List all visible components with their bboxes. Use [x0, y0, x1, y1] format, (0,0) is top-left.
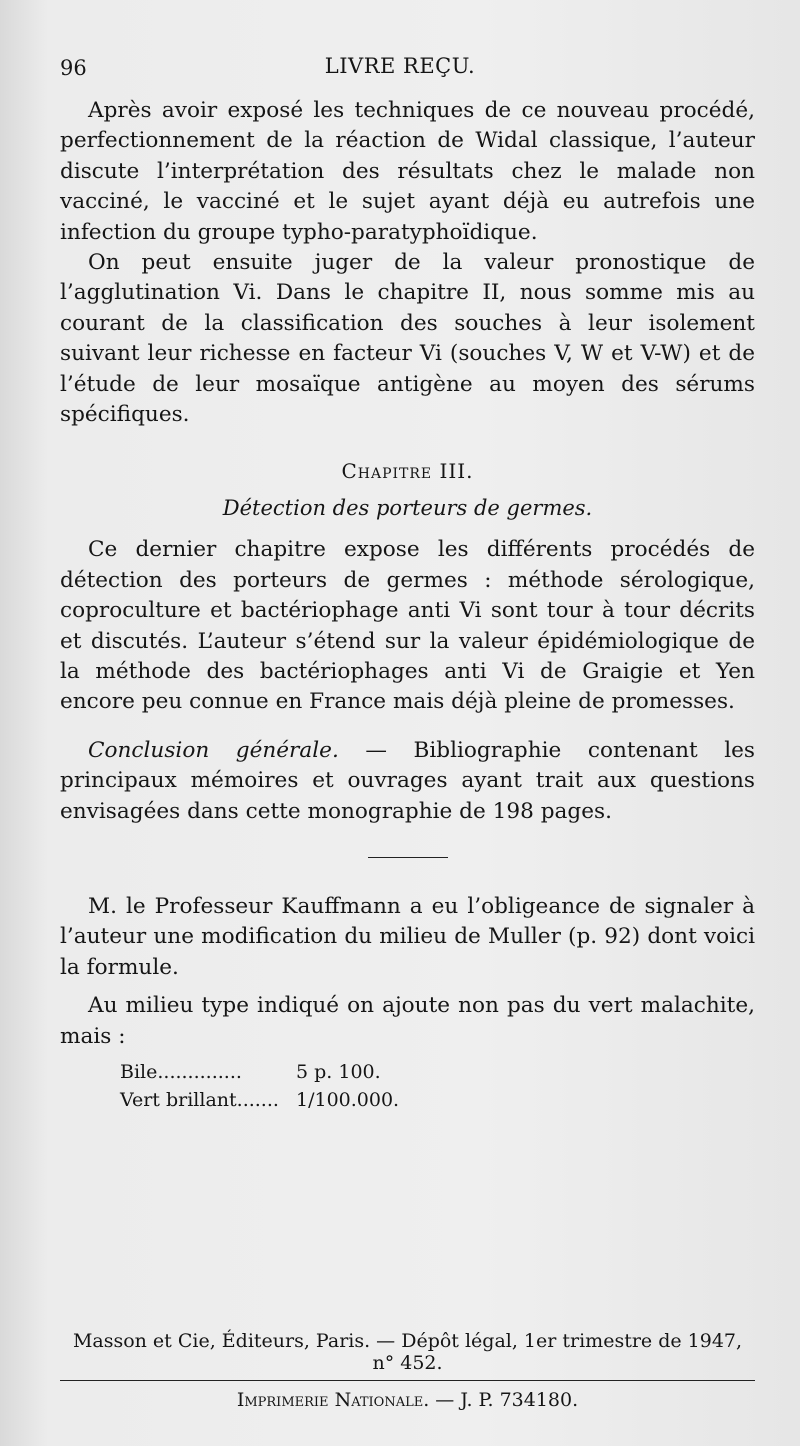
page-footer	[60, 1330, 755, 1411]
page-number: 96	[60, 56, 87, 80]
formula-row	[120, 1058, 755, 1086]
paragraph: On peut ensuite juger de la valeur pronostique de l’agglutination Vi. Dans le chapitre II, nous somme mis au courant de la classification des souches à leur isolement suivant leur richesse en facteur Vi (souches V, W et V-W) et de l’étude de leur mosaïque antigène au moyen des sérums spécifiques.	[60, 250, 755, 428]
conclusion-text: — Bibliographie contenant les principaux mémoires et ouvrages ayant trait aux questions envisagées dans cette monographie de 198 pages.	[60, 737, 755, 824]
paragraph: Ce dernier chapitre expose les différents procédés de détection des porteurs de germes : méthode sérologique, coproculture et bactériophage anti Vi sont tour à tour décrits et discutés. L’auteur s’étend sur la valeur épidémiologique de la méthode des bactériophages anti Vi de Graigie et Yen encore peu connue en France mais déjà pleine de promesses.	[60, 537, 755, 715]
page-header	[60, 52, 740, 86]
formula-amount: 5 p. 100.	[296, 1060, 381, 1083]
conclusion-title: Conclusion générale.	[88, 737, 339, 763]
paragraph: M. le Professeur Kauffmann a eu l’obligeance de signaler à l’auteur une modification du milieu de Muller (p. 92) dont voici la formule.	[60, 893, 755, 980]
paragraph: Après avoir exposé les techniques de ce nouveau procédé, perfectionnement de la réaction de Widal classique, l’auteur discute l’interprétation des résultats chez le malade non vacciné, le vacciné et le sujet ayant déjà eu autrefois une infection du groupe typho-paratyphoïdique.	[60, 98, 755, 245]
formula-table	[120, 1058, 755, 1114]
formula-amount: 1/100.000.	[296, 1088, 400, 1111]
printer-line: Imprimerie Nationale. — J. P. 734180.	[236, 1389, 579, 1411]
chapter-heading: Chapitre III.	[341, 459, 474, 484]
publisher-line: Masson et Cie, Éditeurs, Paris. — Dépôt légal, 1er trimestre de 1947, n° 452.	[72, 1330, 743, 1374]
page-body	[60, 96, 755, 1114]
footer-rule	[60, 1380, 755, 1381]
chapter-title: Détection des porteurs de germes.	[222, 495, 593, 520]
formula-ingredient: Bile..............	[120, 1060, 242, 1083]
formula-row	[120, 1086, 755, 1114]
paragraph: Au milieu type indiqué on ajoute non pas du vert malachite, mais :	[60, 993, 755, 1049]
section-divider	[368, 857, 448, 858]
running-title: LIVRE REÇU.	[324, 54, 476, 78]
conclusion-paragraph	[60, 736, 755, 827]
formula-ingredient: Vert brillant.......	[120, 1088, 279, 1111]
